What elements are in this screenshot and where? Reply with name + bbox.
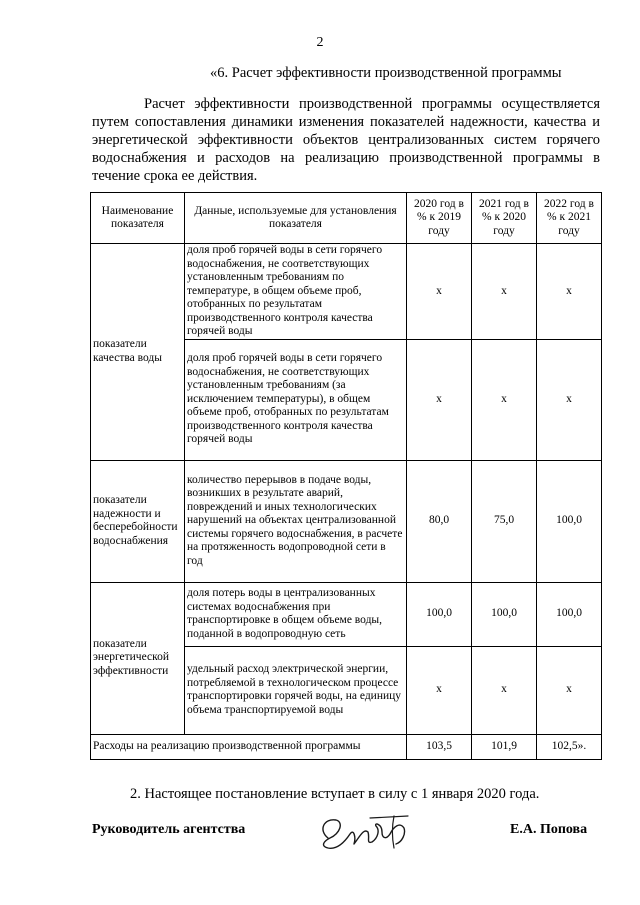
- group-energy: показатели энергетической эффективности: [91, 582, 185, 734]
- table-row: [91, 244, 602, 340]
- group-reliability: показатели надежности и бесперебойности водоснабжения: [91, 460, 185, 582]
- handwritten-signature: [310, 808, 420, 858]
- row-description: количество перерывов в подаче воды, возникших в результате аварий, повреждений и иных технологических нарушений на объектах централизованной системы горячего водоснабжения, в расчете на протяженность водопроводной сети в год: [185, 460, 407, 582]
- row-value-2021: х: [472, 646, 537, 734]
- group-quality: показатели качества воды: [91, 244, 185, 461]
- row-value-2022: х: [537, 339, 602, 460]
- row-value-2021: х: [472, 339, 537, 460]
- table-total-row: [91, 734, 602, 759]
- row-description: доля проб горячей воды в сети горячего водоснабжения, не соответствующих установленным требованиям (за исключением температуры), в общем объеме проб, отобранных по результатам производственного контроля качества горячей воды: [185, 339, 407, 460]
- table-row: [91, 460, 602, 582]
- table-header-row: [91, 193, 602, 244]
- intro-paragraph: Расчет эффективности производственной программы осуществляется путем сопоставления динамики изменения показателей надежности, качества и энергетической эффективности объектов централизованных систем горячего водоснабжения и расходов на реализацию производственной программы в течение срока ее действия.: [92, 96, 600, 184]
- total-label: Расходы на реализацию производственной программы: [91, 734, 407, 759]
- table-row: [91, 582, 602, 646]
- row-value-2022: х: [537, 244, 602, 340]
- header-2021: 2021 год в % к 2020 году: [472, 193, 537, 244]
- row-value-2020: 80,0: [407, 460, 472, 582]
- row-value-2022: 100,0: [537, 460, 602, 582]
- section-heading: «6. Расчет эффективности производственной программы: [210, 65, 562, 81]
- row-value-2021: х: [472, 244, 537, 340]
- row-value-2022: х: [537, 646, 602, 734]
- efficiency-table: [90, 192, 602, 760]
- header-2020: 2020 год в % к 2019 году: [407, 193, 472, 244]
- total-value-2020: 103,5: [407, 734, 472, 759]
- header-indicator: Наименование показателя: [91, 193, 185, 244]
- row-value-2020: х: [407, 646, 472, 734]
- header-data: Данные, используемые для установления показателя: [185, 193, 407, 244]
- header-2022: 2022 год в % к 2021 году: [537, 193, 602, 244]
- total-value-2022: 102,5».: [537, 734, 602, 759]
- total-value-2021: 101,9: [472, 734, 537, 759]
- row-description: удельный расход электрической энергии, потребляемой в технологическом процессе транспортировки горячей воды, на единицу объема транспортируемой воды: [185, 646, 407, 734]
- row-value-2021: 100,0: [472, 582, 537, 646]
- effective-date-clause: 2. Настоящее постановление вступает в силу с 1 января 2020 года.: [130, 786, 540, 802]
- signer-title: Руководитель агентства: [92, 822, 246, 837]
- row-description: доля проб горячей воды в сети горячего водоснабжения, не соответствующих установленным требованиям по температуре, в общем объеме проб, отобранных по результатам производственного контроля качества горячей воды: [185, 244, 407, 340]
- row-value-2021: 75,0: [472, 460, 537, 582]
- row-description: доля потерь воды в централизованных системах водоснабжения при транспортировке в общем объеме воды, поданной в водопроводную сеть: [185, 582, 407, 646]
- page-number: 2: [316, 35, 324, 50]
- row-value-2020: х: [407, 244, 472, 340]
- signer-name: Е.А. Попова: [510, 822, 588, 837]
- row-value-2020: 100,0: [407, 582, 472, 646]
- row-value-2020: х: [407, 339, 472, 460]
- row-value-2022: 100,0: [537, 582, 602, 646]
